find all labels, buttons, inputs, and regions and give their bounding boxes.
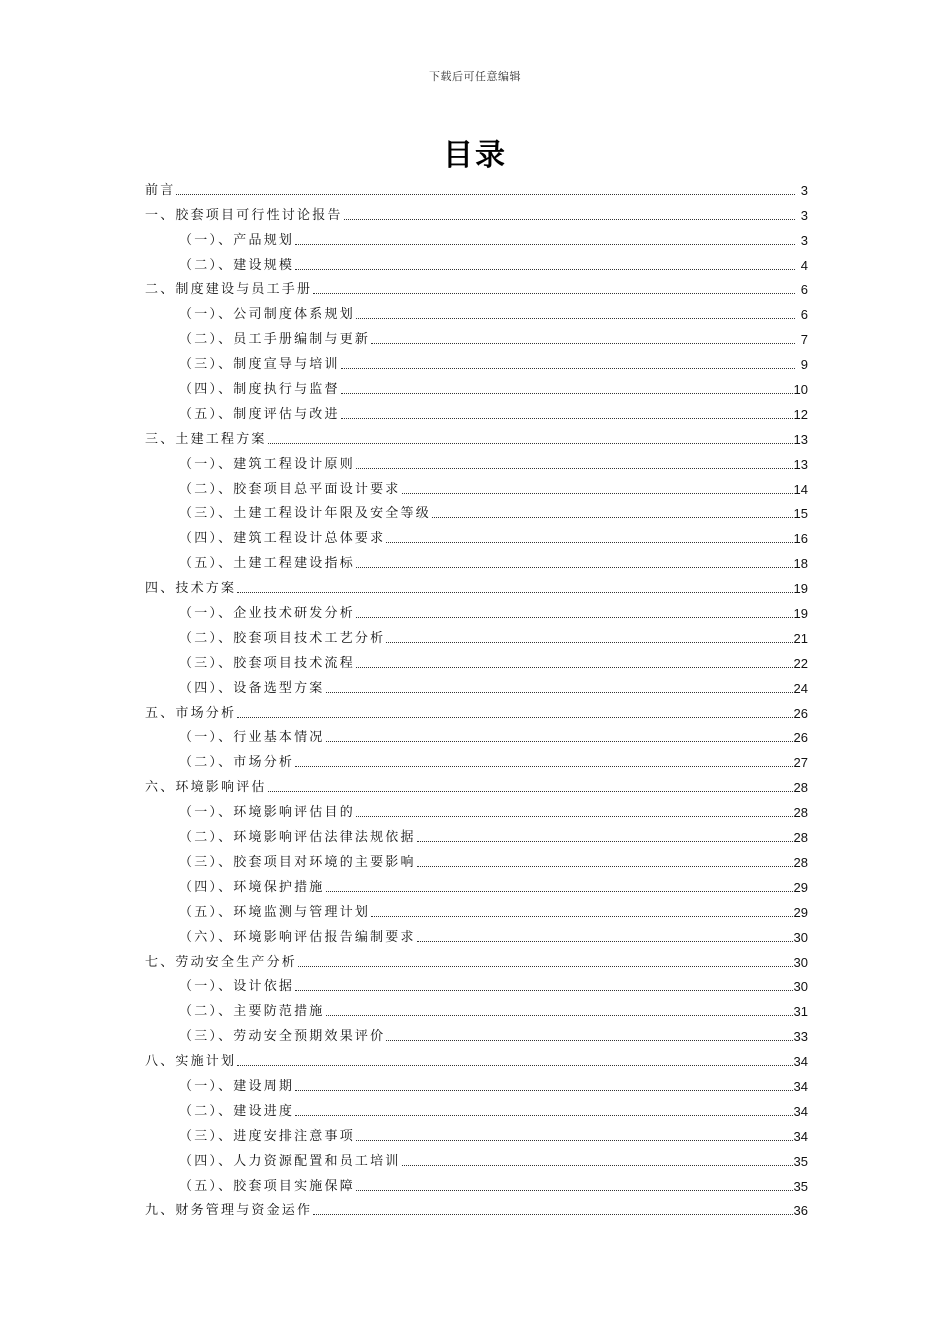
toc-entry-title: （三）、进度安排注意事项	[179, 1128, 355, 1144]
header-note: 下载后可任意编辑	[429, 70, 521, 83]
toc-section-entry[interactable]	[145, 1146, 808, 1171]
toc-entry-title: 八、实施计划	[145, 1054, 237, 1070]
toc-page-number: 29	[793, 879, 808, 895]
toc-section-entry[interactable]	[145, 623, 808, 648]
toc-page-number: 18	[793, 556, 808, 572]
toc-entry-title: （三）、胶套项目技术流程	[179, 655, 355, 671]
toc-entry-title: （五）、制度评估与改进	[179, 406, 340, 422]
toc-entry-title: （一）、公司制度体系规划	[179, 307, 355, 323]
toc-entry-title: 六、环境影响评估	[145, 780, 267, 796]
toc-page-number: 28	[793, 854, 808, 870]
toc-dot-leader	[356, 617, 793, 618]
toc-entry-title: （一）、产品规划	[179, 232, 295, 248]
toc-chapter-entry[interactable]	[145, 1046, 808, 1071]
toc-dot-leader	[237, 717, 792, 718]
toc-page-number: 27	[793, 755, 808, 771]
toc-section-entry[interactable]	[145, 474, 808, 499]
toc-dot-leader	[295, 244, 795, 245]
toc-dot-leader	[371, 343, 795, 344]
toc-page-number: 22	[793, 655, 808, 671]
toc-dot-leader	[341, 418, 793, 419]
toc-page-number: 4	[800, 257, 808, 273]
toc-dot-leader	[356, 1140, 793, 1141]
toc-section-entry[interactable]	[145, 374, 808, 399]
toc-section-entry[interactable]	[145, 922, 808, 947]
toc-dot-leader	[417, 841, 793, 842]
toc-entry-title: （四）、建筑工程设计总体要求	[179, 531, 386, 547]
toc-section-entry[interactable]	[145, 523, 808, 548]
toc-page-number: 15	[793, 506, 808, 522]
toc-section-entry[interactable]	[145, 598, 808, 623]
toc-page-number: 19	[793, 581, 808, 597]
toc-dot-leader	[313, 293, 795, 294]
toc-dot-leader	[295, 990, 792, 991]
toc-dot-leader	[341, 393, 793, 394]
toc-page-number: 16	[793, 531, 808, 547]
toc-dot-leader	[298, 966, 793, 967]
toc-dot-leader	[386, 542, 792, 543]
toc-dot-leader	[356, 1190, 793, 1191]
toc-entry-title: （五）、胶套项目实施保障	[179, 1178, 355, 1194]
toc-dot-leader	[326, 692, 793, 693]
toc-section-entry[interactable]	[145, 324, 808, 349]
toc-dot-leader	[268, 443, 793, 444]
toc-entry-title: （一）、建筑工程设计原则	[179, 456, 355, 472]
toc-dot-leader	[326, 891, 793, 892]
toc-page-number: 28	[793, 805, 808, 821]
toc-page-number: 26	[793, 730, 808, 746]
toc-page-number: 29	[793, 904, 808, 920]
toc-page-number: 34	[793, 1128, 808, 1144]
toc-dot-leader	[237, 592, 792, 593]
toc-section-entry[interactable]	[145, 822, 808, 847]
toc-entry-title: （二）、主要防范措施	[179, 1004, 325, 1020]
toc-chapter-entry[interactable]	[145, 947, 808, 972]
toc-entry-title: （二）、胶套项目技术工艺分析	[179, 630, 386, 646]
toc-section-entry[interactable]	[145, 1071, 808, 1096]
toc-dot-leader	[371, 916, 792, 917]
toc-chapter-entry[interactable]	[145, 772, 808, 797]
toc-section-entry[interactable]	[145, 399, 808, 424]
toc-entry-title: （一）、环境影响评估目的	[179, 805, 355, 821]
toc-entry-title: （二）、员工手册编制与更新	[179, 332, 371, 348]
toc-page-number: 33	[793, 1029, 808, 1045]
toc-page-number: 30	[793, 929, 808, 945]
toc-section-entry[interactable]	[145, 1021, 808, 1046]
toc-section-entry[interactable]	[145, 747, 808, 772]
toc-page-number: 34	[793, 1054, 808, 1070]
toc-entry-title: 一、胶套项目可行性讨论报告	[145, 207, 343, 223]
toc-page-number: 7	[800, 332, 808, 348]
toc-page-number: 35	[793, 1178, 808, 1194]
toc-entry-title: （四）、环境保护措施	[179, 879, 325, 895]
toc-entry-title: （六）、环境影响评估报告编制要求	[179, 929, 416, 945]
toc-dot-leader	[356, 318, 795, 319]
toc-chapter-entry[interactable]	[145, 175, 808, 200]
toc-entry-title: （三）、胶套项目对环境的主要影响	[179, 854, 416, 870]
toc-entry-title: （二）、胶套项目总平面设计要求	[179, 481, 401, 497]
toc-page-number: 28	[793, 780, 808, 796]
toc-page-number: 13	[793, 431, 808, 447]
toc-page-number: 26	[793, 705, 808, 721]
toc-section-entry[interactable]	[145, 349, 808, 374]
toc-section-entry[interactable]	[145, 972, 808, 997]
toc-entry-title: （四）、人力资源配置和员工培训	[179, 1153, 401, 1169]
toc-page-number: 3	[800, 182, 808, 198]
toc-section-entry[interactable]	[145, 673, 808, 698]
toc-chapter-entry[interactable]	[145, 573, 808, 598]
toc-page-number: 31	[793, 1004, 808, 1020]
toc-section-entry[interactable]	[145, 449, 808, 474]
toc-section-entry[interactable]	[145, 548, 808, 573]
toc-section-entry[interactable]	[145, 1121, 808, 1146]
toc-dot-leader	[356, 567, 793, 568]
toc-page-number: 28	[793, 830, 808, 846]
toc-entry-title: （一）、企业技术研发分析	[179, 606, 355, 622]
toc-entry-title: （五）、环境监测与管理计划	[179, 904, 371, 920]
toc-entry-title: （三）、制度宣导与培训	[179, 357, 340, 373]
toc-page-number: 21	[793, 630, 808, 646]
toc-entry-title: （四）、设备选型方案	[179, 680, 325, 696]
toc-dot-leader	[356, 667, 793, 668]
toc-section-entry[interactable]	[145, 797, 808, 822]
toc-section-entry[interactable]	[145, 1171, 808, 1196]
toc-dot-leader	[295, 1115, 792, 1116]
toc-entry-title: （二）、市场分析	[179, 755, 295, 771]
toc-page-number: 30	[793, 954, 808, 970]
toc-entry-title: （二）、建设规模	[179, 257, 295, 273]
toc-page-number: 19	[793, 606, 808, 622]
toc-dot-leader	[402, 1165, 793, 1166]
toc-dot-leader	[386, 642, 792, 643]
toc-dot-leader	[341, 368, 795, 369]
toc-page-number: 34	[793, 1078, 808, 1094]
toc-dot-leader	[432, 517, 793, 518]
toc-page-number: 14	[793, 481, 808, 497]
toc-dot-leader	[295, 1090, 792, 1091]
toc-page-number: 13	[793, 456, 808, 472]
toc-section-entry[interactable]	[145, 499, 808, 524]
toc-entry-title: 五、市场分析	[145, 705, 237, 721]
toc-entry-title: 九、财务管理与资金运作	[145, 1203, 313, 1219]
toc-page-number: 34	[793, 1103, 808, 1119]
toc-chapter-entry[interactable]	[145, 200, 808, 225]
toc-section-entry[interactable]	[145, 847, 808, 872]
toc-dot-leader	[268, 791, 793, 792]
toc-dot-leader	[295, 766, 792, 767]
toc-chapter-entry[interactable]	[145, 698, 808, 723]
toc-dot-leader	[326, 741, 793, 742]
toc-chapter-entry[interactable]	[145, 424, 808, 449]
toc-dot-leader	[326, 1015, 793, 1016]
toc-section-entry[interactable]	[145, 299, 808, 324]
toc-chapter-entry[interactable]	[145, 1196, 808, 1221]
toc-page-number: 12	[793, 406, 808, 422]
toc-dot-leader	[417, 941, 793, 942]
toc-page-number: 36	[793, 1203, 808, 1219]
toc-page-number: 30	[793, 979, 808, 995]
toc-entry-title: （一）、设计依据	[179, 979, 295, 995]
toc-dot-leader	[344, 219, 795, 220]
toc-section-entry[interactable]	[145, 996, 808, 1021]
toc-section-entry[interactable]	[145, 1096, 808, 1121]
toc-page-number: 9	[800, 357, 808, 373]
toc-entry-title: （一）、建设周期	[179, 1078, 295, 1094]
toc-page-number: 3	[800, 232, 808, 248]
toc-section-entry[interactable]	[145, 897, 808, 922]
toc-page-number: 6	[800, 282, 808, 298]
toc-entry-title: （四）、制度执行与监督	[179, 382, 340, 398]
table-of-contents	[145, 175, 808, 1220]
toc-dot-leader	[417, 866, 793, 867]
toc-section-entry[interactable]	[145, 872, 808, 897]
toc-page-number: 3	[800, 207, 808, 223]
toc-entry-title: 二、制度建设与员工手册	[145, 282, 313, 298]
toc-entry-title: 四、技术方案	[145, 581, 237, 597]
toc-entry-title: 七、劳动安全生产分析	[145, 954, 298, 970]
toc-page-number: 10	[793, 382, 808, 398]
toc-entry-title: （五）、土建工程建设指标	[179, 556, 355, 572]
toc-dot-leader	[402, 493, 793, 494]
toc-dot-leader	[237, 1065, 792, 1066]
toc-entry-title: （三）、劳动安全预期效果评价	[179, 1029, 386, 1045]
toc-dot-leader	[295, 269, 795, 270]
toc-entry-title: （一）、行业基本情况	[179, 730, 325, 746]
toc-entry-title: （三）、土建工程设计年限及安全等级	[179, 506, 431, 522]
toc-entry-title: （二）、环境影响评估法律法规依据	[179, 830, 416, 846]
toc-entry-title: （二）、建设进度	[179, 1103, 295, 1119]
toc-dot-leader	[356, 468, 793, 469]
toc-entry-title: 三、土建工程方案	[145, 431, 267, 447]
toc-dot-leader	[356, 816, 793, 817]
toc-entry-title: 前言	[145, 182, 176, 198]
toc-section-entry[interactable]	[145, 723, 808, 748]
page-title: 目录	[443, 138, 507, 173]
toc-page-number: 6	[800, 307, 808, 323]
toc-dot-leader	[386, 1040, 792, 1041]
toc-section-entry[interactable]	[145, 648, 808, 673]
toc-section-entry[interactable]	[145, 250, 808, 275]
toc-page-number: 24	[793, 680, 808, 696]
toc-chapter-entry[interactable]	[145, 275, 808, 300]
toc-dot-leader	[176, 194, 795, 195]
toc-page-number: 35	[793, 1153, 808, 1169]
toc-section-entry[interactable]	[145, 225, 808, 250]
toc-dot-leader	[313, 1214, 792, 1215]
